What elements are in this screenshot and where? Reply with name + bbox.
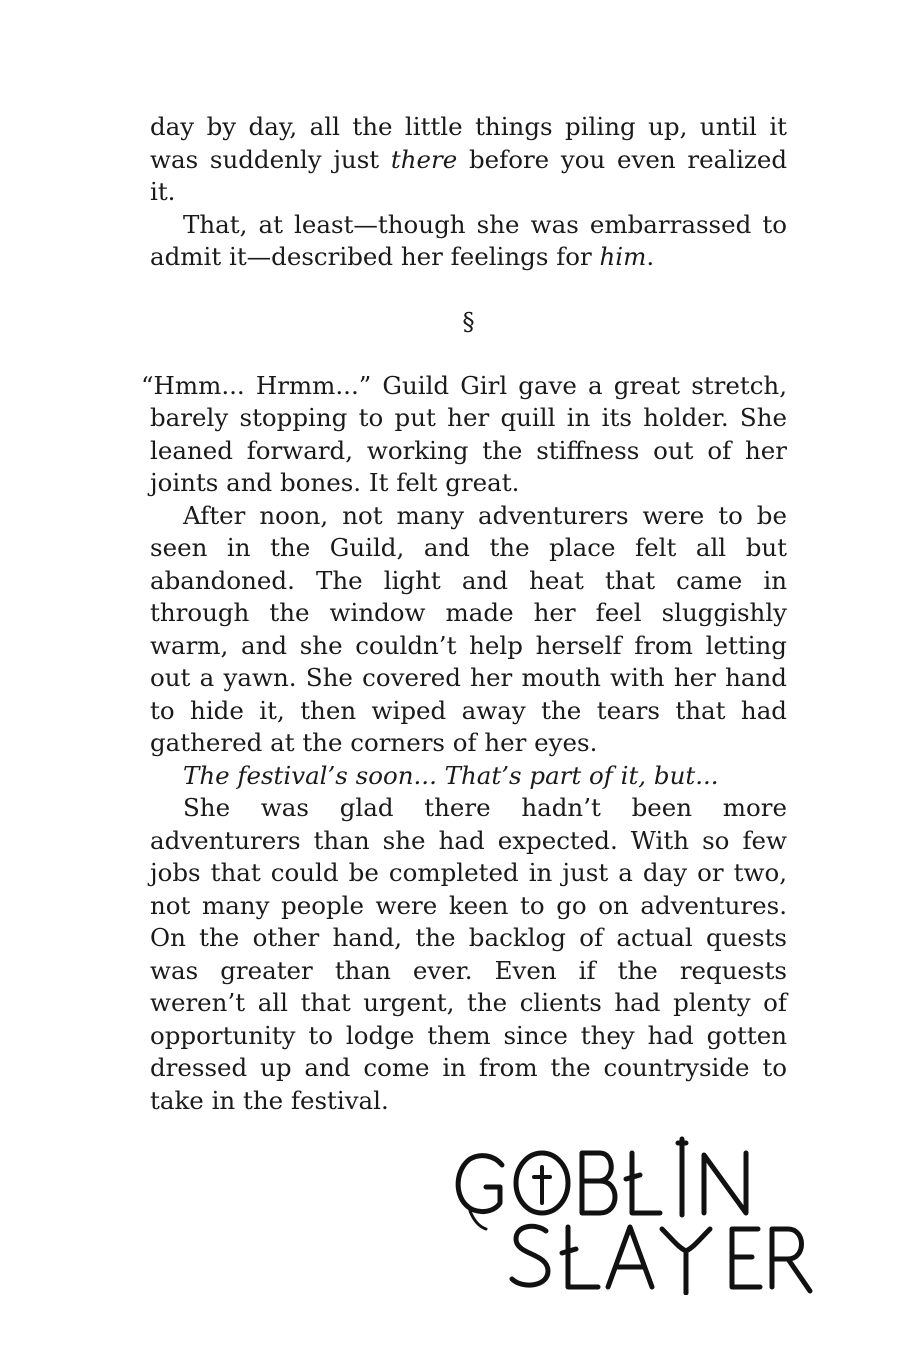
- paragraph-continuation: day by day, all the little things piling up, until it was suddenly just there before you even realized it.: [150, 112, 787, 206]
- emphasis-there: there: [390, 144, 458, 174]
- paragraph-inner-thought: The festival’s soon... That’s part of it, but...: [183, 760, 719, 790]
- emphasis-him: him: [599, 242, 647, 271]
- goblin-slayer-logo: [450, 1135, 815, 1295]
- paragraph-after-noon: After noon, not many adventurers were to be seen in the Guild, and the place felt all but abandoned. The light and heat that came in through the window made her feel sluggishly warm, and she couldn’t help herself from letting out a yawn. She covered her mouth with her hand to hide it, then wiped away the tears that had gathered at the corners of her eyes.: [150, 500, 787, 757]
- paragraph-feelings: That, at least—though she was embarrassed to admit it—described her feelings for him.: [150, 209, 787, 271]
- page-body: [141, 111, 787, 1117]
- paragraph-stretch: “Hmm... Hrmm...” Guild Girl gave a great stretch, barely stopping to put her quill in its holder. She leaned forward, working the stiffness out of her joints and bones. It felt great.: [141, 370, 787, 497]
- paragraph-backlog: She was glad there hadn’t been more adventurers than she had expected. With so few jobs that could be completed in just a day or two, not many people were keen to go on adventures. On the other hand, the backlog of actual quests was greater than ever. Even if the requests weren’t all that urgent, the clients had plenty of opportunity to lodge them since they had gotten dressed up and come in from the countryside to take in the festival.: [150, 793, 787, 1115]
- section-break-mark: §: [462, 306, 475, 336]
